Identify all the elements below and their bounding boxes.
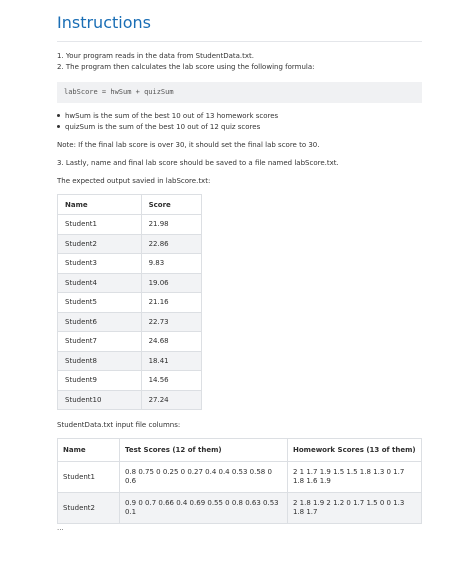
table-row (58, 254, 202, 274)
cell-score: 9.83 (141, 254, 201, 274)
cell-score: 21.98 (141, 215, 201, 235)
header-test-scores: Test Scores (12 of them) (120, 439, 288, 462)
cell-score: 22.86 (141, 234, 201, 254)
table-row (58, 493, 422, 524)
cell-name: Student2 (58, 493, 120, 524)
table-header-row (58, 439, 422, 462)
table-header-row (58, 195, 202, 215)
cell-name: Student1 (58, 462, 120, 493)
header-name: Name (58, 439, 120, 462)
expected-output-label: The expected output savied in labScore.txt: (57, 177, 211, 185)
cell-test-scores: 0.9 0 0.7 0.66 0.4 0.69 0.55 0 0.8 0.63 0.53 0.1 (120, 493, 288, 524)
table-row (58, 234, 202, 254)
step-1: 1. Your program reads in the data from StudentData.txt. (57, 52, 254, 60)
table-row (58, 351, 202, 371)
bullet-quizsum (57, 122, 422, 133)
cell-test-scores: 0.8 0.75 0 0.25 0 0.27 0.4 0.4 0.53 0.58 0 0.6 (120, 462, 288, 493)
cell-homework-scores: 2 1 1.7 1.9 1.5 1.5 1.8 1.3 0 1.7 1.8 1.6 1.9 (288, 462, 422, 493)
table-row (58, 332, 202, 352)
steps-list (57, 51, 422, 73)
bullet-dot-icon (57, 125, 60, 128)
cell-name: Student3 (58, 254, 142, 274)
cell-name: Student8 (58, 351, 142, 371)
cell-score: 18.41 (141, 351, 201, 371)
bullet-hwsum (57, 111, 422, 122)
bullet-text: quizSum is the sum of the best 10 out of 12 quiz scores (65, 123, 261, 131)
output-table (57, 194, 202, 410)
cell-name: Student6 (58, 312, 142, 332)
cell-name: Student9 (58, 371, 142, 391)
cell-score: 22.73 (141, 312, 201, 332)
cell-score: 14.56 (141, 371, 201, 391)
table-row (58, 371, 202, 391)
input-columns-label: StudentData.txt input file columns: (57, 421, 181, 429)
definition-list (57, 111, 422, 133)
title-divider (57, 41, 422, 42)
cell-name: Student10 (58, 390, 142, 410)
bullet-dot-icon (57, 114, 60, 117)
cell-name: Student2 (58, 234, 142, 254)
table-row (58, 215, 202, 235)
cell-name: Student5 (58, 293, 142, 313)
table-row (58, 273, 202, 293)
table-row (58, 293, 202, 313)
formula-code-block: labScore = hwSum + quizSum (57, 82, 422, 103)
header-name: Name (58, 195, 142, 215)
cell-name: Student4 (58, 273, 142, 293)
cell-score: 24.68 (141, 332, 201, 352)
note-text: Note: If the final lab score is over 30, it should set the final lab score to 30. (57, 141, 320, 149)
cell-homework-scores: 2 1.8 1.9 2 1.2 0 1.7 1.5 0 0 1.3 1.8 1.7 (288, 493, 422, 524)
table-row (58, 312, 202, 332)
cell-score: 27.24 (141, 390, 201, 410)
page-title: Instructions (57, 13, 151, 32)
cell-name: Student1 (58, 215, 142, 235)
input-table (57, 438, 422, 524)
cell-score: 19.06 (141, 273, 201, 293)
ellipsis-text: ... (57, 524, 64, 532)
table-row (58, 390, 202, 410)
header-score: Score (141, 195, 201, 215)
step-3: 3. Lastly, name and final lab score should be saved to a file named labScore.txt. (57, 159, 339, 167)
cell-name: Student7 (58, 332, 142, 352)
cell-score: 21.16 (141, 293, 201, 313)
step-2: 2. The program then calculates the lab score using the following formula: (57, 63, 315, 71)
header-homework-scores: Homework Scores (13 of them) (288, 439, 422, 462)
table-row (58, 462, 422, 493)
bullet-text: hwSum is the sum of the best 10 out of 13 homework scores (65, 112, 279, 120)
